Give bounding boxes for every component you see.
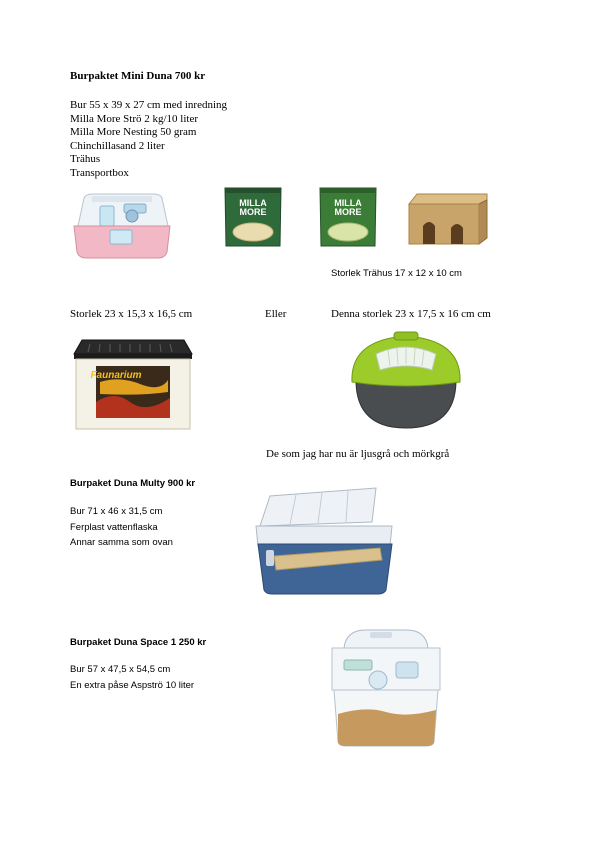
or-text: Eller [265, 308, 287, 320]
bag-brand-line-1: MILLA [334, 198, 362, 208]
package1-title: Burpaktet Mini Duna 700 kr [70, 70, 206, 82]
green-transport-box-image [342, 330, 470, 430]
package3-item-list [70, 662, 194, 693]
bag-brand-line-2: MORE [334, 207, 362, 217]
list-item: Transportbox [70, 166, 129, 179]
list-item: Bur 71 x 46 x 31,5 cm [70, 506, 163, 517]
wooden-house-image [407, 192, 489, 248]
terrarium-size-text: Storlek 23 x 15,3 x 16,5 cm [70, 308, 193, 320]
milla-more-nesting-bag-image [317, 184, 379, 250]
faunarium-terrarium-image [70, 336, 196, 432]
bag-brand-line-2: MORE [239, 207, 267, 217]
package1-item-list [70, 99, 227, 181]
carrier-size-text: Denna storlek 23 x 17,5 x 16 cm cm [331, 308, 491, 320]
duna-multy-cage-image [252, 486, 398, 596]
mini-duna-cage-image [70, 192, 174, 260]
package3-title: Burpaket Duna Space 1 250 kr [70, 637, 207, 648]
package2-item-list [70, 504, 173, 551]
list-item: Trähus [70, 153, 101, 166]
list-item: Annar samma som ovan [70, 537, 173, 548]
terrarium-brand-label: Faunarium [90, 370, 142, 381]
duna-space-cage-image [326, 626, 446, 748]
list-item: Bur 57 x 47,5 x 54,5 cm [70, 664, 171, 675]
carrier-color-note: De som jag har nu är ljusgrå och mörkgrå [266, 448, 450, 460]
list-item: Chinchillasand 2 liter [70, 139, 165, 152]
list-item: Bur 55 x 39 x 27 cm med inredning [70, 99, 228, 111]
list-item: Milla More Nesting 50 gram [70, 126, 197, 139]
list-item: En extra påse Aspströ 10 liter [70, 679, 195, 691]
milla-more-bedding-bag-image [222, 184, 284, 250]
list-item: Milla More Strö 2 kg/10 liter [70, 112, 199, 125]
list-item: Ferplast vattenflaska [70, 521, 158, 533]
package2-title: Burpaket Duna Multy 900 kr [70, 478, 196, 489]
bag-brand-line-1: MILLA [239, 198, 267, 208]
house-size-text: Storlek Trähus 17 x 12 x 10 cm [331, 268, 462, 279]
